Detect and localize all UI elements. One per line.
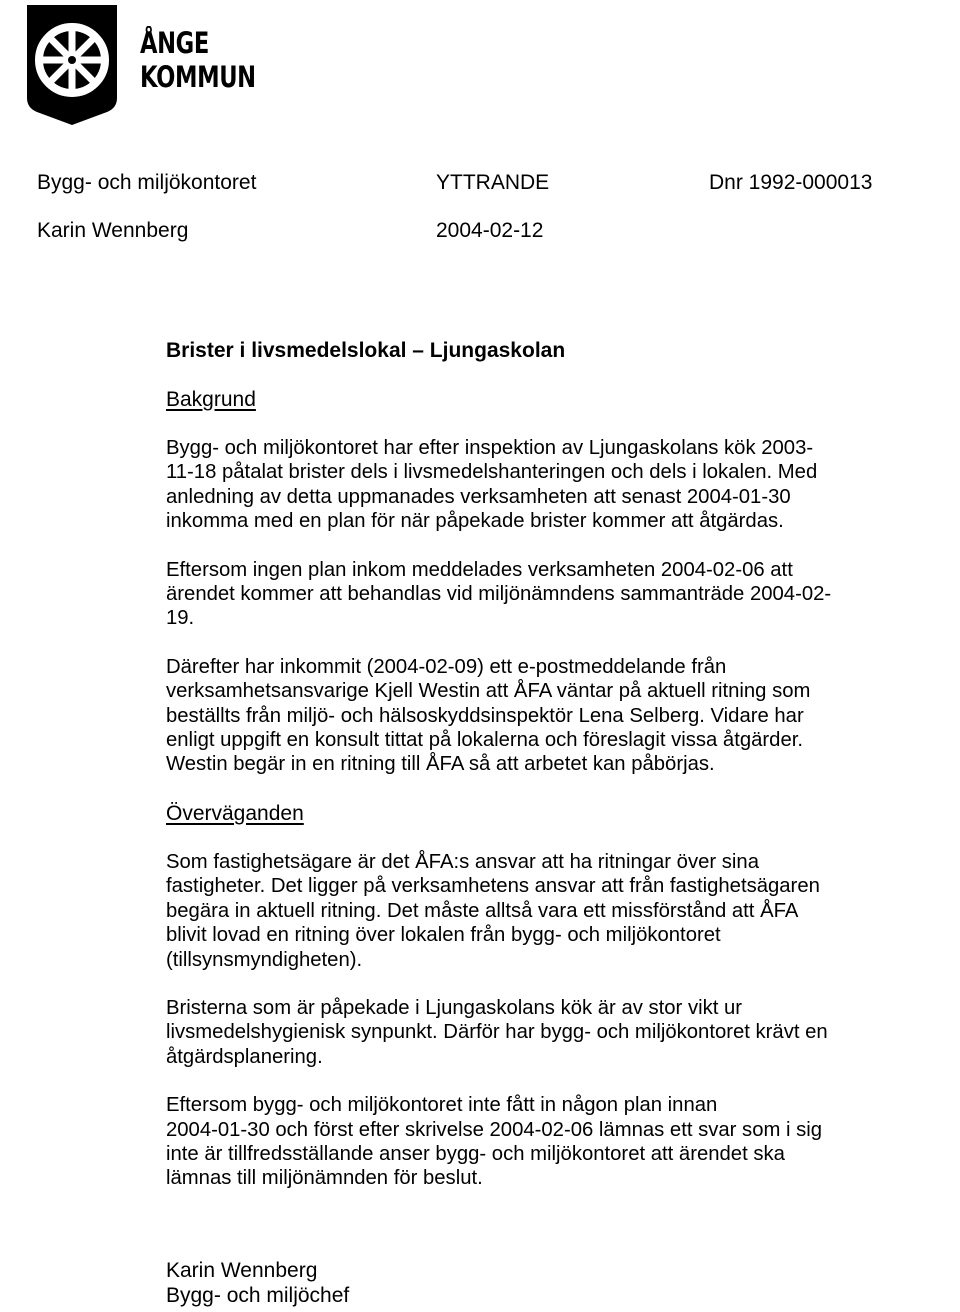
text-line: lämnas till miljönämnden för beslut. bbox=[166, 1167, 483, 1190]
text-line: 19. bbox=[166, 607, 195, 630]
text-line: Eftersom ingen plan inkom meddelades verksamheten 2004-02-06 att bbox=[166, 558, 793, 581]
logo-line-1: ÅNGE bbox=[140, 26, 209, 60]
text-line: Bygg- och miljökontoret har efter inspektion av Ljungaskolans kök 2003- bbox=[166, 437, 814, 459]
text-line: blivit lovad en ritning över lokalen från bygg- och miljökontoret bbox=[166, 924, 721, 947]
text-line: Westin begär in en ritning till ÅFA så att arbetet kan påbörjas. bbox=[166, 753, 715, 776]
text-line: fastigheter. Det ligger på verksamhetens ansvar att från fastighetsägaren bbox=[166, 875, 820, 898]
text-line: Därefter har inkommit (2004-02-09) ett e-postmeddelande från bbox=[166, 655, 727, 678]
municipality-logo-text bbox=[140, 26, 256, 94]
logo-line-2: KOMMUN bbox=[140, 60, 256, 94]
document-title: Brister i livsmedelslokal – Ljungaskolan bbox=[166, 339, 566, 362]
text-line: livsmedelshygienisk synpunkt. Därför har bygg- och miljökontoret krävt en bbox=[166, 1021, 828, 1044]
text-line: enligt uppgift en konsult tittat på lokalerna och föreslagit vissa åtgärder. bbox=[166, 729, 803, 752]
document-type: YTTRANDE bbox=[436, 171, 550, 194]
department: Bygg- och miljökontoret bbox=[37, 171, 257, 194]
signature-name: Karin Wennberg bbox=[166, 1259, 318, 1282]
text-line: 2004-01-30 och först efter skrivelse 2004-02-06 lämnas ett svar som i sig bbox=[166, 1118, 823, 1141]
heading-overvaganden: Överväganden bbox=[166, 801, 304, 825]
text-line: Eftersom bygg- och miljökontoret inte fått in någon plan innan bbox=[166, 1094, 718, 1117]
signature-role: Bygg- och miljöchef bbox=[166, 1284, 350, 1307]
heading-bakgrund: Bakgrund bbox=[166, 388, 256, 411]
text-line: beställts från miljö- och hälsoskyddsinspektör Lena Selberg. Vidare har bbox=[166, 704, 804, 727]
signature-block bbox=[166, 1258, 349, 1308]
paragraph-bakgrund-3 bbox=[166, 655, 960, 777]
text-line: inte är tillfredsställande anser bygg- och miljökontoret att ärendet ska bbox=[166, 1142, 785, 1165]
text-line: 11-18 påtalat brister dels i livsmedelshanteringen och dels i lokalen. Med bbox=[166, 461, 818, 484]
text-line: Som fastighetsägare är det ÅFA:s ansvar att ha ritningar över sina bbox=[166, 850, 759, 873]
text-line: inkomma med en plan för när påpekade brister kommer att åtgärdas. bbox=[166, 510, 784, 533]
document-body bbox=[166, 338, 960, 1215]
text-line: (tillsynsmyndigheten). bbox=[166, 948, 363, 971]
paragraph-bakgrund-1 bbox=[166, 436, 960, 534]
text-line: anledning av detta uppmanades verksamheten att senast 2004-01-30 bbox=[166, 485, 791, 508]
text-line: verksamhetsansvarige Kjell Westin att ÅFA väntar på aktuell ritning som bbox=[166, 680, 811, 703]
document-date: 2004-02-12 bbox=[436, 219, 544, 242]
diary-number: Dnr 1992-000013 bbox=[709, 171, 873, 194]
wheel-shield-icon bbox=[24, 2, 120, 126]
paragraph-overvaganden-1 bbox=[166, 850, 960, 972]
text-line: åtgärdsplanering. bbox=[166, 1045, 323, 1068]
text-line: ärendet kommer att behandlas vid miljönämndens sammanträde 2004-02- bbox=[166, 583, 832, 606]
paragraph-bakgrund-2 bbox=[166, 558, 960, 631]
paragraph-overvaganden-2 bbox=[166, 996, 960, 1069]
text-line: Bristerna som är påpekade i Ljungaskolans kök är av stor vikt ur bbox=[166, 996, 743, 1019]
text-line: begära in aktuell ritning. Det måste alltså vara ett missförstånd att ÅFA bbox=[166, 899, 799, 922]
paragraph-overvaganden-3 bbox=[166, 1093, 960, 1191]
author: Karin Wennberg bbox=[37, 219, 189, 242]
